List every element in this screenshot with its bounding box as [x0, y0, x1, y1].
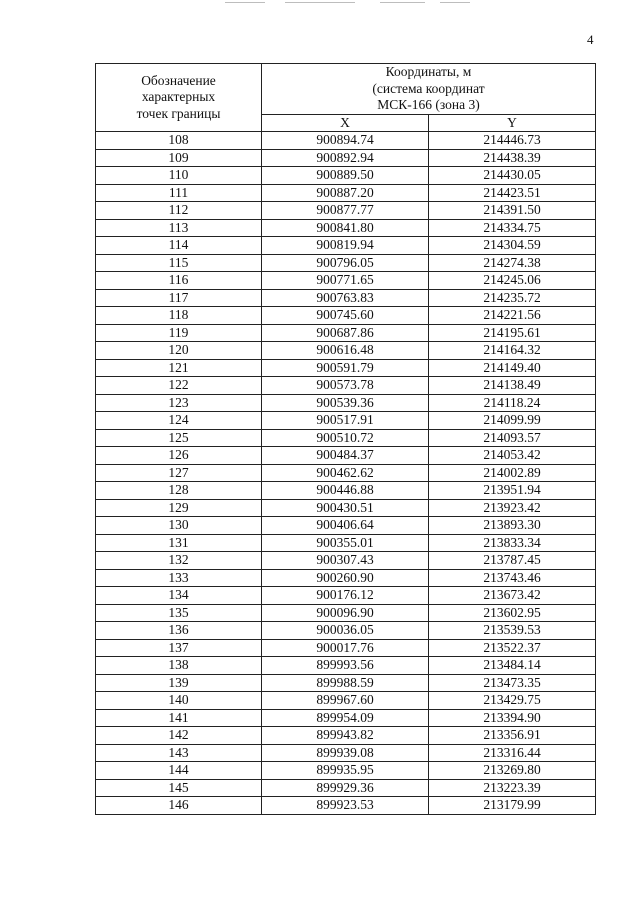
x-coordinate-cell: 899939.08 — [262, 744, 429, 762]
point-number-cell: 145 — [96, 779, 262, 797]
y-coordinate-cell: 213673.42 — [429, 587, 596, 605]
y-coordinate-cell: 214423.51 — [429, 184, 596, 202]
table-row — [96, 727, 596, 745]
table-row — [96, 167, 596, 185]
y-coordinate-cell: 214446.73 — [429, 132, 596, 150]
table-row — [96, 762, 596, 780]
point-number-cell: 137 — [96, 639, 262, 657]
x-coordinate-cell: 900887.20 — [262, 184, 429, 202]
table-row — [96, 744, 596, 762]
x-coordinate-cell: 899993.56 — [262, 657, 429, 675]
table-row — [96, 482, 596, 500]
point-number-cell: 133 — [96, 569, 262, 587]
x-coordinate-cell: 899988.59 — [262, 674, 429, 692]
x-coordinate-cell: 900616.48 — [262, 342, 429, 360]
x-coordinate-cell: 899929.36 — [262, 779, 429, 797]
y-coordinate-cell: 213743.46 — [429, 569, 596, 587]
header-line: (система координат — [372, 80, 485, 96]
x-coordinate-cell: 900745.60 — [262, 307, 429, 325]
x-coordinate-cell: 900796.05 — [262, 254, 429, 272]
x-coordinate-cell: 900877.77 — [262, 202, 429, 220]
x-coordinate-cell: 900446.88 — [262, 482, 429, 500]
header-line: Обозначение — [141, 72, 216, 88]
point-number-cell: 118 — [96, 307, 262, 325]
x-coordinate-cell: 900096.90 — [262, 604, 429, 622]
y-coordinate-cell: 213923.42 — [429, 499, 596, 517]
table-row — [96, 342, 596, 360]
table-row — [96, 499, 596, 517]
x-coordinate-cell: 900517.91 — [262, 412, 429, 430]
y-coordinate-cell: 214164.32 — [429, 342, 596, 360]
point-number-cell: 129 — [96, 499, 262, 517]
x-coordinate-cell: 900355.01 — [262, 534, 429, 552]
y-coordinate-cell: 213179.99 — [429, 797, 596, 815]
table-row — [96, 569, 596, 587]
point-number-cell: 132 — [96, 552, 262, 570]
y-coordinate-cell: 214438.39 — [429, 149, 596, 167]
table-row — [96, 132, 596, 150]
y-coordinate-cell: 213602.95 — [429, 604, 596, 622]
x-coordinate-cell: 900889.50 — [262, 167, 429, 185]
header-line: характерных — [141, 89, 216, 105]
y-coordinate-cell: 213394.90 — [429, 709, 596, 727]
y-coordinate-cell: 214391.50 — [429, 202, 596, 220]
x-coordinate-cell: 900430.51 — [262, 499, 429, 517]
x-coordinate-cell: 900841.80 — [262, 219, 429, 237]
y-coordinate-cell: 214149.40 — [429, 359, 596, 377]
point-number-cell: 114 — [96, 237, 262, 255]
x-coordinate-cell: 900307.43 — [262, 552, 429, 570]
y-coordinate-cell: 213429.75 — [429, 692, 596, 710]
x-coordinate-cell: 899954.09 — [262, 709, 429, 727]
x-coordinate-cell: 900017.76 — [262, 639, 429, 657]
table-row — [96, 412, 596, 430]
table-row — [96, 709, 596, 727]
table-row — [96, 779, 596, 797]
point-number-cell: 130 — [96, 517, 262, 535]
table-row — [96, 307, 596, 325]
x-coordinate-cell: 900591.79 — [262, 359, 429, 377]
table-row — [96, 657, 596, 675]
point-number-cell: 144 — [96, 762, 262, 780]
x-coordinate-cell: 899923.53 — [262, 797, 429, 815]
y-coordinate-cell: 214099.99 — [429, 412, 596, 430]
x-coordinate-cell: 900819.94 — [262, 237, 429, 255]
point-number-cell: 125 — [96, 429, 262, 447]
point-number-cell: 127 — [96, 464, 262, 482]
page-number: 4 — [587, 32, 594, 47]
point-number-cell: 146 — [96, 797, 262, 815]
x-coordinate-cell: 900484.37 — [262, 447, 429, 465]
y-coordinate-cell: 213223.39 — [429, 779, 596, 797]
point-number-cell: 117 — [96, 289, 262, 307]
x-coordinate-cell: 900573.78 — [262, 377, 429, 395]
table-row — [96, 272, 596, 290]
point-number-cell: 136 — [96, 622, 262, 640]
header-line: Координаты, м — [385, 64, 472, 79]
x-coordinate-cell: 900462.62 — [262, 464, 429, 482]
table-row — [96, 237, 596, 255]
y-coordinate-cell: 214118.24 — [429, 394, 596, 412]
table-row — [96, 622, 596, 640]
header-line: МСК-166 (зона 3) — [377, 97, 480, 112]
y-coordinate-cell: 214221.56 — [429, 307, 596, 325]
table-row — [96, 674, 596, 692]
x-coordinate-cell: 900687.86 — [262, 324, 429, 342]
point-number-cell: 138 — [96, 657, 262, 675]
y-coordinate-cell: 214195.61 — [429, 324, 596, 342]
y-coordinate-cell: 213951.94 — [429, 482, 596, 500]
y-coordinate-cell: 214053.42 — [429, 447, 596, 465]
x-coordinate-cell: 900763.83 — [262, 289, 429, 307]
table-row — [96, 429, 596, 447]
table-row — [96, 797, 596, 815]
x-coordinate-cell: 900260.90 — [262, 569, 429, 587]
x-coordinate-cell: 900176.12 — [262, 587, 429, 605]
table-row — [96, 464, 596, 482]
x-coordinate-cell: 899943.82 — [262, 727, 429, 745]
table-row — [96, 149, 596, 167]
scan-edge-line — [225, 2, 265, 3]
y-coordinate-cell: 213833.34 — [429, 534, 596, 552]
x-coordinate-cell: 900406.64 — [262, 517, 429, 535]
point-number-cell: 143 — [96, 744, 262, 762]
y-coordinate-cell: 213787.45 — [429, 552, 596, 570]
x-coordinate-cell: 899935.95 — [262, 762, 429, 780]
table-row — [96, 604, 596, 622]
y-coordinate-cell: 214138.49 — [429, 377, 596, 395]
point-number-cell: 124 — [96, 412, 262, 430]
y-coordinate-cell: 214304.59 — [429, 237, 596, 255]
point-number-cell: 109 — [96, 149, 262, 167]
point-number-cell: 140 — [96, 692, 262, 710]
y-coordinate-cell: 214235.72 — [429, 289, 596, 307]
point-number-cell: 126 — [96, 447, 262, 465]
table-row — [96, 534, 596, 552]
point-number-cell: 120 — [96, 342, 262, 360]
y-coordinate-cell: 214002.89 — [429, 464, 596, 482]
point-number-cell: 121 — [96, 359, 262, 377]
x-coordinate-cell: 899967.60 — [262, 692, 429, 710]
table-row — [96, 324, 596, 342]
table-row — [96, 692, 596, 710]
point-number-cell: 122 — [96, 377, 262, 395]
point-number-cell: 108 — [96, 132, 262, 150]
point-number-cell: 131 — [96, 534, 262, 552]
table-row — [96, 254, 596, 272]
point-number-cell: 113 — [96, 219, 262, 237]
y-coordinate-cell: 213539.53 — [429, 622, 596, 640]
table-row — [96, 359, 596, 377]
point-designation-header — [96, 64, 262, 132]
point-number-cell: 139 — [96, 674, 262, 692]
coordinates-header — [262, 64, 596, 115]
y-coordinate-cell: 213473.35 — [429, 674, 596, 692]
coordinates-table — [95, 63, 596, 815]
y-coordinate-cell: 213522.37 — [429, 639, 596, 657]
point-number-cell: 134 — [96, 587, 262, 605]
point-number-cell: 128 — [96, 482, 262, 500]
scan-edge-line — [440, 2, 470, 3]
point-number-cell: 141 — [96, 709, 262, 727]
y-coordinate-cell: 214430.05 — [429, 167, 596, 185]
x-coordinate-cell: 900036.05 — [262, 622, 429, 640]
point-number-cell: 116 — [96, 272, 262, 290]
table-row — [96, 219, 596, 237]
table-row — [96, 517, 596, 535]
point-number-cell: 110 — [96, 167, 262, 185]
y-coordinate-cell: 213893.30 — [429, 517, 596, 535]
point-number-cell: 115 — [96, 254, 262, 272]
table-row — [96, 184, 596, 202]
point-number-cell: 111 — [96, 184, 262, 202]
y-coordinate-cell: 214274.38 — [429, 254, 596, 272]
point-number-cell: 123 — [96, 394, 262, 412]
x-column-header: X — [262, 114, 429, 132]
x-coordinate-cell: 900892.94 — [262, 149, 429, 167]
y-coordinate-cell: 213356.91 — [429, 727, 596, 745]
x-coordinate-cell: 900894.74 — [262, 132, 429, 150]
point-number-cell: 119 — [96, 324, 262, 342]
y-coordinate-cell: 213484.14 — [429, 657, 596, 675]
x-coordinate-cell: 900539.36 — [262, 394, 429, 412]
point-number-cell: 142 — [96, 727, 262, 745]
scan-edge-line — [380, 2, 425, 3]
table-row — [96, 447, 596, 465]
table-row — [96, 639, 596, 657]
table-header-row — [96, 64, 596, 115]
y-column-header: Y — [429, 114, 596, 132]
table-row — [96, 202, 596, 220]
x-coordinate-cell: 900771.65 — [262, 272, 429, 290]
point-number-cell: 135 — [96, 604, 262, 622]
y-coordinate-cell: 214245.06 — [429, 272, 596, 290]
header-line: точек границы — [136, 105, 221, 121]
y-coordinate-cell: 214093.57 — [429, 429, 596, 447]
y-coordinate-cell: 213269.80 — [429, 762, 596, 780]
table-body — [96, 132, 596, 815]
table-row — [96, 587, 596, 605]
table-row — [96, 552, 596, 570]
y-coordinate-cell: 213316.44 — [429, 744, 596, 762]
y-coordinate-cell: 214334.75 — [429, 219, 596, 237]
table-row — [96, 289, 596, 307]
scan-edge-line — [285, 2, 355, 3]
x-coordinate-cell: 900510.72 — [262, 429, 429, 447]
table-row — [96, 394, 596, 412]
point-number-cell: 112 — [96, 202, 262, 220]
table-row — [96, 377, 596, 395]
